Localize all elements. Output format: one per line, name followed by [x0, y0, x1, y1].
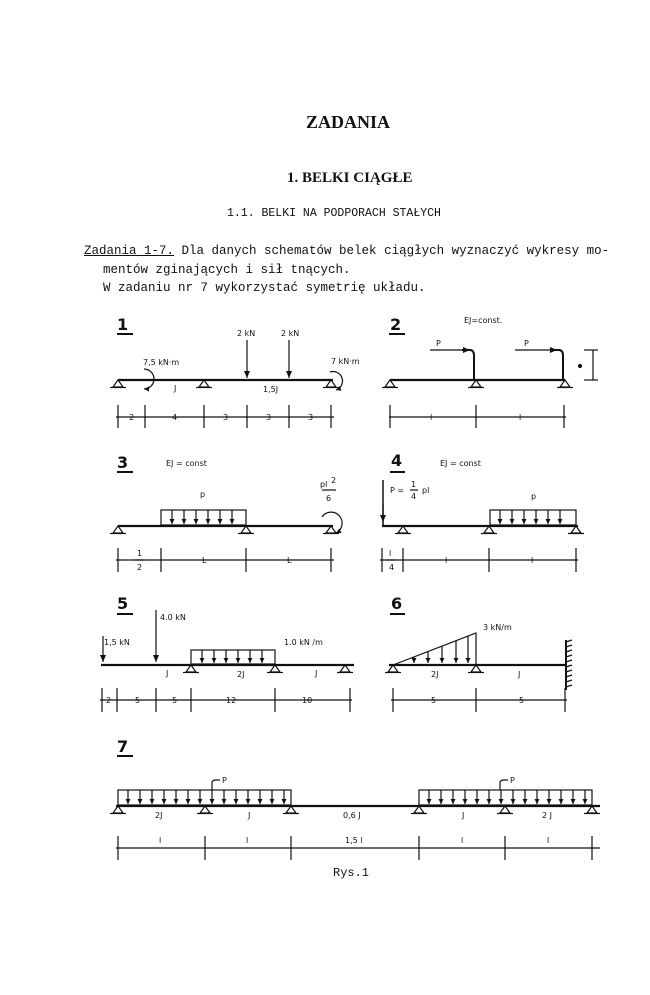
p4-frac-den: 4	[411, 492, 417, 501]
p5-force-2: 4.0 kN	[160, 613, 186, 622]
p4-frac-pl: pl	[422, 486, 430, 495]
p4-load-p: p	[531, 492, 537, 501]
task-label: Zadania 1-7.	[84, 244, 175, 258]
p4-force-label: P =	[390, 486, 405, 495]
problem-7-number: 7	[117, 737, 129, 756]
p7-dim-2: l	[246, 836, 249, 845]
p7-dim-4: l	[461, 836, 464, 845]
p7-force-2: P	[510, 776, 515, 785]
p2-force-1: P	[436, 339, 441, 348]
p3-load-p: p	[200, 490, 206, 499]
figure-caption: Rys.1	[333, 866, 370, 880]
problem-3	[110, 453, 342, 572]
p3-note: EJ = const	[166, 459, 207, 468]
p1-dim-2: 4	[172, 413, 178, 422]
p1-moment-left: 7,5 kN·m	[143, 358, 180, 367]
p4-dim-4: 4	[389, 563, 395, 572]
problem-4-number: 4	[391, 451, 403, 470]
p4-frac-num: 1	[411, 480, 417, 489]
p6-stiff-2: J	[518, 670, 521, 679]
p5-dist-load: 1.0 kN /m	[284, 638, 323, 647]
p6-load: 3 kN/m	[483, 623, 512, 632]
p3-dim-L1: L	[202, 556, 207, 565]
problem-5-number: 5	[117, 594, 129, 613]
p5-dim-2: 5	[135, 696, 141, 705]
p1-dim-4: 3	[266, 413, 272, 422]
p6-dim-2: 5	[519, 696, 525, 705]
p6-dim-1: 5	[431, 696, 437, 705]
p4-note: EJ = const	[440, 459, 481, 468]
problem-2-number: 2	[390, 315, 402, 334]
p2-force-2: P	[524, 339, 529, 348]
problem-3-number: 3	[117, 453, 129, 472]
section-title: 1.1. BELKI NA PODPORACH STAŁYCH	[227, 207, 441, 220]
p7-dim-5: l	[547, 836, 550, 845]
problem-6-number: 6	[391, 594, 403, 613]
p1-dim-1: 2	[129, 413, 135, 422]
task-line1: Dla danych schematów belek ciągłych wyznaczyć wykresy mo-	[181, 244, 610, 258]
p5-dim-5: 10	[302, 696, 313, 705]
p7-stiff-2: J	[248, 811, 251, 820]
p1-dim-5: 3	[308, 413, 314, 422]
task-line3: W zadaniu nr 7 wykorzystać symetrię układu.	[103, 281, 426, 295]
p6-stiff-1: 2J	[431, 670, 439, 679]
problem-1-number: 1	[117, 315, 129, 334]
p3-dim-den: 2	[137, 563, 143, 572]
problem-2	[382, 315, 598, 428]
p5-dim-3: 5	[172, 696, 178, 705]
p7-force-1: P	[222, 776, 227, 785]
p1-force-1: 2 kN	[237, 329, 256, 338]
p4-dim-3: l	[531, 556, 534, 565]
page-heading: ZADANIA	[306, 112, 391, 132]
problem-6	[385, 594, 572, 712]
p7-stiff-5: 2 J	[542, 811, 552, 820]
p1-stiff-2: 1,5J	[263, 385, 279, 394]
p5-force-1: 1,5 kN	[104, 638, 130, 647]
p3-moment-exp: 2	[331, 476, 337, 485]
p5-stiff-3: J	[315, 669, 318, 678]
p7-stiff-4: J	[462, 811, 465, 820]
p3-moment-denom: 6	[326, 494, 332, 503]
problem-4	[380, 451, 584, 572]
p4-dim-1: l	[389, 549, 392, 558]
p3-moment-pl: pl	[320, 480, 328, 489]
problem-7	[110, 737, 600, 860]
p3-dim-L2: L	[287, 556, 292, 565]
problem-5	[100, 594, 354, 712]
p5-dim-4: 12	[226, 696, 237, 705]
p1-stiff-1: J	[174, 384, 177, 393]
p7-stiff-3: 0,6 J	[343, 811, 361, 820]
p2-dim-2: l	[519, 413, 522, 422]
p1-dim-3: 3	[223, 413, 229, 422]
p2-dim-1: l	[430, 413, 433, 422]
p3-dim-num: 1	[137, 549, 143, 558]
p7-dim-1: l	[159, 836, 162, 845]
task-line2: mentów zginających i sił tnących.	[103, 263, 351, 277]
p5-stiff-2: 2J	[237, 670, 245, 679]
p5-stiff-1: J	[166, 669, 169, 678]
p2-note: EJ=const.	[464, 316, 503, 325]
problem-1	[110, 315, 360, 428]
p7-stiff-1: 2J	[155, 811, 163, 820]
p1-moment-right: 7 kN·m	[331, 357, 360, 366]
chapter-title: 1. BELKI CIĄGŁE	[287, 170, 413, 186]
p1-force-2: 2 kN	[281, 329, 300, 338]
p4-dim-2: l	[445, 556, 448, 565]
p7-dim-3: 1,5 l	[345, 836, 363, 845]
p5-dim-1: 2	[106, 696, 112, 705]
